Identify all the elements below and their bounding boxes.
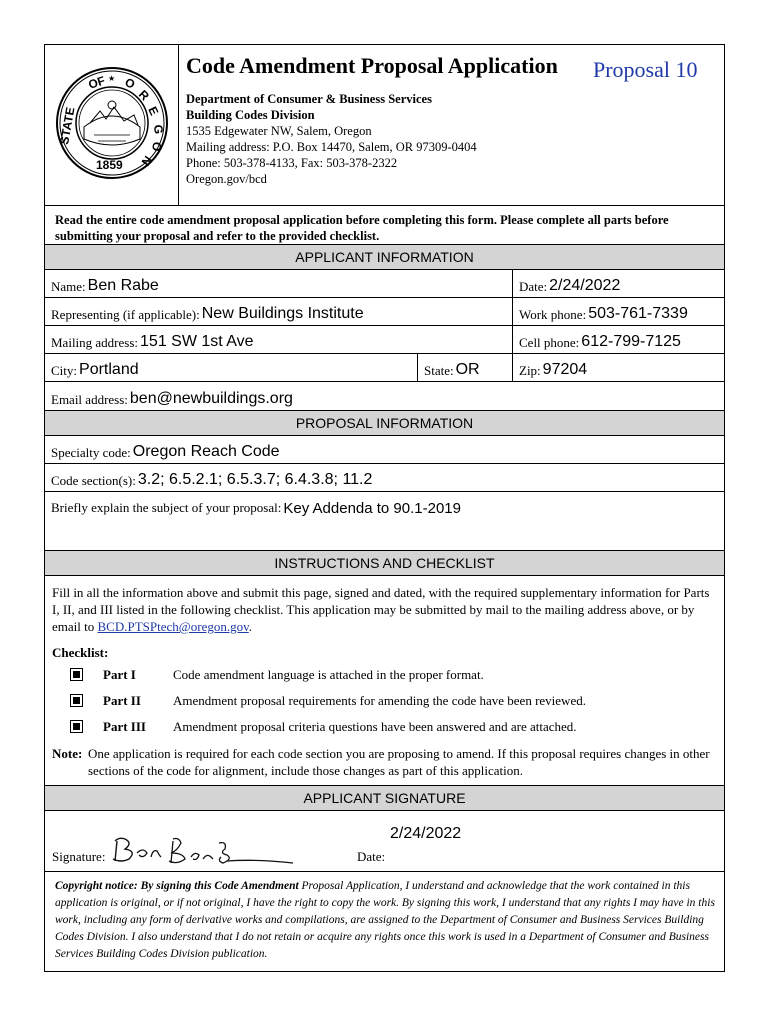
sections-label: Code section(s): [51, 473, 136, 488]
email-link[interactable]: BCD.PTSPtech@oregon.gov [97, 619, 249, 634]
date-value: 2/24/2022 [549, 277, 621, 294]
checklist-item [52, 661, 716, 687]
instructions-body [45, 576, 724, 785]
name-row [45, 270, 724, 298]
sections-field[interactable] [45, 464, 724, 491]
zip-field[interactable] [512, 354, 724, 381]
subject-field[interactable] [45, 492, 724, 548]
mailing-value: 151 SW 1st Ave [140, 333, 254, 350]
checklist-text: Code amendment language is attached in the proper format. [173, 666, 484, 682]
email-label: Email address: [51, 392, 128, 407]
date-label: Date: [519, 279, 548, 294]
zip-label: Zip: [519, 363, 541, 378]
mailing-address: Mailing address: P.O. Box 14470, Salem, OR 97309-0404 [186, 140, 477, 154]
instructions-text [52, 584, 716, 635]
division-name: Building Codes Division [186, 108, 315, 122]
state-value: OR [455, 361, 480, 378]
svg-text:O: O [148, 140, 165, 153]
representing-value: New Buildings Institute [201, 305, 364, 322]
checkbox-part-1[interactable] [70, 668, 83, 681]
work-phone-value: 503-761-7339 [588, 305, 688, 322]
sections-row [45, 464, 724, 492]
state-label: State: [424, 363, 454, 378]
note-block [52, 745, 716, 785]
checklist-title: Checklist: [52, 645, 109, 660]
cell-phone-label: Cell phone: [519, 335, 580, 350]
checklist-item [52, 687, 716, 713]
date-field[interactable] [512, 270, 724, 297]
form-title: Code Amendment Proposal Application [186, 53, 558, 78]
instructions-text-end: . [248, 619, 252, 634]
website: Oregon.gov/bcd [186, 172, 267, 186]
copyright-lead: Copyright notice: By signing this Code Amendment [55, 880, 299, 892]
cell-phone-field[interactable] [512, 326, 724, 353]
signature-date-label: Date: [357, 849, 386, 864]
name-value: Ben Rabe [87, 277, 159, 294]
email-field[interactable] [45, 382, 724, 410]
application-form [44, 44, 725, 972]
email-row [45, 382, 724, 410]
checkbox-part-3[interactable] [70, 720, 83, 733]
cell-phone-value: 612-799-7125 [581, 333, 681, 350]
svg-text:1859: 1859 [96, 158, 123, 172]
applicant-info-heading: APPLICANT INFORMATION [45, 244, 724, 270]
seal-box [45, 45, 179, 205]
signature-area [45, 811, 724, 872]
signature-image[interactable] [107, 833, 297, 867]
svg-text:OF: OF [86, 73, 107, 92]
copyright-body: Proposal Application, I understand and acknowledge that the work contained in this application is original, or if not original, I have the right to copy the work. By signing this work, I understand that any rights I may have in this work, including any form of derivative works and compilations, are assigned to the Department of Consumer and Business Services Building Codes Division. I also understand that I do not retain or acquire any rights once this work is used in a Department of Consumer and Business Services Building Codes Division publication. [55, 880, 715, 960]
work-phone-field[interactable] [512, 298, 724, 325]
copyright-notice [45, 872, 724, 971]
mailing-field[interactable] [45, 326, 512, 353]
email-value: ben@newbuildings.org [129, 390, 293, 407]
phone-fax: Phone: 503-378-4133, Fax: 503-378-2322 [186, 156, 398, 170]
name-label: Name: [51, 279, 86, 294]
specialty-row [45, 436, 724, 464]
proposal-info-heading: PROPOSAL INFORMATION [45, 410, 724, 436]
specialty-label: Specialty code: [51, 445, 131, 460]
note-label: Note: [52, 746, 83, 761]
work-phone-label: Work phone: [519, 307, 587, 322]
city-value: Portland [79, 361, 139, 378]
city-row [45, 354, 724, 382]
svg-text:N: N [138, 153, 156, 169]
city-field[interactable] [45, 354, 417, 381]
svg-text:G: G [151, 124, 166, 135]
city-label: City: [51, 363, 78, 378]
svg-text:E: E [145, 104, 162, 118]
signature-label: Signature: [52, 849, 106, 864]
checklist-part: Part II [103, 692, 141, 708]
zip-value: 97204 [542, 361, 588, 378]
checklist-item [52, 713, 716, 739]
mailing-row [45, 326, 724, 354]
specialty-field[interactable] [45, 436, 724, 463]
form-header [45, 45, 724, 205]
svg-text:STATE: STATE [57, 106, 78, 146]
checklist-part: Part III [103, 718, 146, 734]
street-address: 1535 Edgewater NW, Salem, Oregon [186, 124, 372, 138]
agency-address [186, 91, 477, 187]
signature-heading: APPLICANT SIGNATURE [45, 785, 724, 811]
specialty-value: Oregon Reach Code [132, 443, 280, 460]
svg-text:O: O [122, 75, 138, 92]
intro-instructions: Read the entire code amendment proposal application before completing this form. Please complete all parts before submitting your proposal and refer to the provided checklist. [45, 205, 724, 244]
svg-text:★: ★ [108, 74, 116, 83]
subject-label: Briefly explain the subject of your proposal: [51, 500, 282, 515]
checkbox-part-2[interactable] [70, 694, 83, 707]
instructions-heading: INSTRUCTIONS AND CHECKLIST [45, 550, 724, 576]
department-name: Department of Consumer & Business Services [186, 92, 432, 106]
representing-field[interactable] [45, 298, 512, 325]
checklist-part: Part I [103, 666, 136, 682]
instructions-text-main: Fill in all the information above and submit this page, signed and dated, with the required supplementary information for Parts I, II, and III listed in the following checklist. This application may be submitted by mail to the mailing address above, or by email to [52, 585, 710, 634]
state-field[interactable] [417, 354, 512, 381]
signature-date-value: 2/24/2022 [390, 825, 462, 842]
subject-value: Key Addenda to 90.1-2019 [283, 500, 461, 517]
checklist-text: Amendment proposal requirements for amending the code have been reviewed. [173, 692, 586, 708]
mailing-label: Mailing address: [51, 335, 139, 350]
subject-row [45, 492, 724, 550]
state-seal-icon [54, 65, 170, 181]
name-field[interactable] [45, 270, 512, 297]
representing-label: Representing (if applicable): [51, 307, 200, 322]
sections-value: 3.2; 6.5.2.1; 6.5.3.7; 6.4.3.8; 11.2 [137, 471, 373, 488]
checklist-text: Amendment proposal criteria questions have been answered and are attached. [173, 718, 577, 734]
svg-text:R: R [135, 87, 152, 104]
note-text: One application is required for each code section you are proposing to amend. If this proposal requires changes in other sections of the code for alignment, include those changes as part of this application. [88, 746, 710, 778]
proposal-number: Proposal 10 [593, 57, 698, 82]
representing-row [45, 298, 724, 326]
